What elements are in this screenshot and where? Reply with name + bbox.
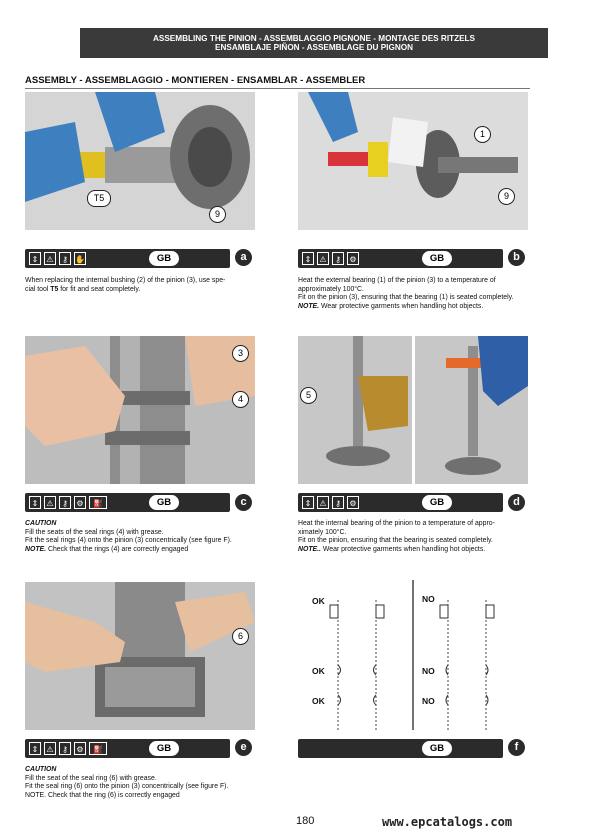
panel-letter-b: b [508, 249, 525, 266]
lang-badge-gb: GB [422, 741, 452, 756]
callout-4: 4 [232, 391, 249, 408]
gear-icon: ⚙ [347, 252, 359, 265]
no-label: NO [422, 696, 435, 706]
text-b: Heat the external bearing (1) of the pinion (3) to a temperature of approximately 100°C. Fit on the pinion (3), ensuring that the bearing (1) is seated completely. NOTE. Wear protective garments when handling hot objects. [298, 277, 514, 310]
ok-label: OK [312, 696, 325, 706]
grease-gun-icon: ⛽ [89, 496, 107, 509]
callout-1: 1 [474, 126, 491, 143]
key-icon: ⚷ [332, 252, 344, 265]
lang-badge-gb: GB [422, 251, 452, 266]
lang-badge-gb: GB [149, 741, 179, 756]
callout-6: 6 [232, 628, 249, 645]
glove-icon: ✋ [74, 252, 86, 265]
key-icon: ⚷ [59, 252, 71, 265]
text-c: CAUTION Fill the seats of the seal rings (4) with grease. Fit the seal rings (4) onto the pinion (3) concentrically (see figure F). NOTE. Check that the rings (4) are correctly engaged [25, 520, 232, 553]
header-title-line2: ENSAMBLAJE PIÑON - ASSEMBLAGE DU PIGNON [214, 43, 414, 52]
no-label: NO [422, 594, 435, 604]
warning-icon: ⚠ [44, 252, 56, 265]
icon-bar-b [298, 249, 503, 268]
lang-badge-gb: GB [149, 495, 179, 510]
header-title-line1: ASSEMBLING THE PINION - ASSEMBLAGGIO PIGNONE - MONTAGE DES RITZELS [152, 33, 476, 43]
icon-bar-e [25, 739, 230, 758]
no-label: NO [422, 666, 435, 676]
gear-icon: ⚙ [74, 496, 86, 509]
section-title: ASSEMBLY - ASSEMBLAGGIO - MONTIEREN - ENSAMBLAR - ASSEMBLER [25, 75, 530, 89]
photo-d [298, 336, 528, 484]
warning-icon: ⚠ [44, 496, 56, 509]
callout-9: 9 [209, 206, 226, 223]
text-e: CAUTION Fill the seat of the seal ring (6) with grease. Fit the seal ring (6) onto the pinion (3) concentrically (see figure F). NOTE. Check that the ring (6) is correctly engaged [25, 766, 229, 799]
grease-gun-icon: ⛽ [89, 742, 107, 755]
lang-badge-gb: GB [149, 251, 179, 266]
key-icon: ⚷ [59, 742, 71, 755]
wrench-icon: ⇕ [302, 496, 314, 509]
page-header [80, 28, 548, 58]
icon-bar-f [298, 739, 503, 758]
panel-letter-c: c [235, 494, 252, 511]
panel-letter-a: a [235, 249, 252, 266]
icon-bar-c [25, 493, 230, 512]
key-icon: ⚷ [59, 496, 71, 509]
wrench-icon: ⇕ [29, 496, 41, 509]
panel-letter-f: f [508, 739, 525, 756]
diagram-f [298, 580, 528, 730]
photo-c [25, 336, 255, 484]
gear-icon: ⚙ [74, 742, 86, 755]
website-watermark: www.epcatalogs.com [382, 815, 513, 829]
callout-t5: T5 [87, 190, 111, 207]
key-icon: ⚷ [332, 496, 344, 509]
ok-label: OK [312, 666, 325, 676]
photo-e [25, 582, 255, 730]
wrench-icon: ⇕ [29, 742, 41, 755]
warning-icon: ⚠ [317, 496, 329, 509]
panel-letter-e: e [235, 739, 252, 756]
callout-9: 9 [498, 188, 515, 205]
wrench-icon: ⇕ [302, 252, 314, 265]
warning-icon: ⚠ [317, 252, 329, 265]
text-d: Heat the internal bearing of the pinion to a temperature of appro- ximately 100°C. Fit on the pinion, ensuring that the bearing is seated completely. NOTE.. Wear protective garments when handling hot objects. [298, 520, 495, 553]
icon-bar-d [298, 493, 503, 512]
callout-5: 5 [300, 387, 317, 404]
wrench-icon: ⇕ [29, 252, 41, 265]
panel-letter-d: d [508, 494, 525, 511]
icon-bar-a [25, 249, 230, 268]
photo-b [298, 92, 528, 230]
text-a: When replacing the internal bushing (2) of the pinion (3), use spe- cial tool T5 for fit and seat completely. [25, 277, 226, 293]
gear-icon: ⚙ [347, 496, 359, 509]
ok-label: OK [312, 596, 325, 606]
lang-badge-gb: GB [422, 495, 452, 510]
page-number: 180 [296, 815, 315, 827]
warning-icon: ⚠ [44, 742, 56, 755]
callout-3: 3 [232, 345, 249, 362]
